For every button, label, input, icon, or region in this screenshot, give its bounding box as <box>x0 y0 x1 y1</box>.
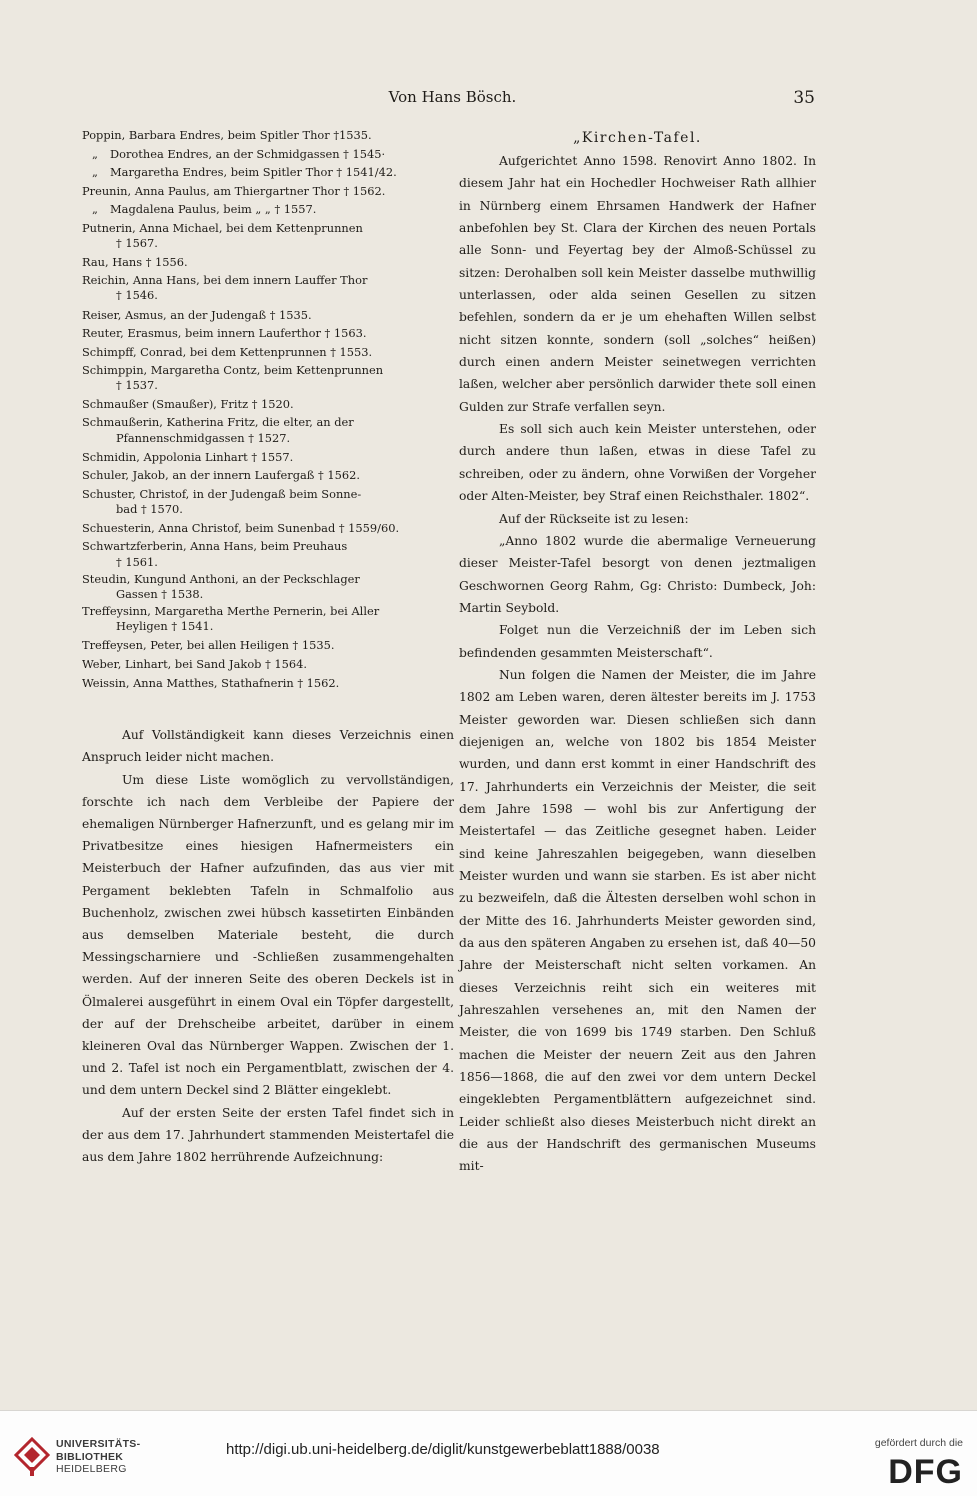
entry-text: Treffeysen, Peter, bei allen Heiligen † 1535. <box>82 638 335 653</box>
entry-text: Schuster, Christof, in der Judengaß beim Sonne- <box>82 486 362 501</box>
page-number: 35 <box>793 88 815 108</box>
entry-text: Schuler, Jakob, an der innern Laufergaß † 1562. <box>82 468 360 483</box>
digitization-footer <box>0 1410 977 1496</box>
register-entry-schmausser <box>82 395 454 414</box>
entry-text: Reichin, Anna Hans, bei dem innern Lauffer Thor <box>82 273 368 288</box>
entry-continuation: † 1561. <box>116 554 158 569</box>
permalink-url[interactable]: http://digi.ub.uni-heidelberg.de/diglit/kunstgewerbeblatt1888/0038 <box>226 1441 660 1458</box>
library-name <box>56 1438 140 1476</box>
entry-text: Schmaußerin, Katherina Fritz, die elter, an der <box>82 415 354 430</box>
right-body-text <box>459 150 816 1178</box>
register-entry-steudin <box>82 572 454 603</box>
entry-continuation: Gassen † 1538. <box>116 586 204 601</box>
right-paragraph-1: Aufgerichtet Anno 1598. Renovirt Anno 1802. In diesem Jahr hat ein Hochedler Hochweiser Rath allhier in Nürnberg einem Ehrsamen Handwerk der Hafner anbefohlen bey St. Clara der Kirchen des neuen Portals alle Sonn- und Feyertag bey der Almoß-Schüssel zu sitzen: Derohalben soll kein Meister dasselbe muthwillig unterlassen, oder alda seinen Gesellen zu sitzen befehlen, sondern da er je um ehehaften Willen selbst nicht sitzen konnte, sondern (soll „solches“ heißen) durch einen andern Meister seinetwegen verrichten laßen, welcher aber persönlich darwider thete soll einen Gulden zur Strafe verfallen seyn. <box>459 154 816 414</box>
entry-text: Schwartzferberin, Anna Hans, beim Preuhaus <box>82 539 348 554</box>
ditto-mark: „ <box>92 165 98 180</box>
entry-text: Schmidin, Appolonia Linhart † 1557. <box>82 449 294 464</box>
register-entry-schuler <box>82 466 454 485</box>
entry-continuation: † 1567. <box>116 235 158 250</box>
library-name-line-2: BIBLIOTHEK <box>56 1450 124 1463</box>
register-entry-poppin-margaretha <box>82 163 454 182</box>
right-paragraph-5: Folget nun die Verzeichniß der im Leben sich befindenden gesammten Meisterschaft“. <box>459 623 816 660</box>
right-paragraph-6: Nun folgen die Namen der Meister, die im Jahre 1802 am Leben waren, deren ältester bereits im J. 1753 Meister geworden war. Diesen schließen sich dann diejenigen an, welche von 1802 bis 1854 Meister wurden, und dann erst kommt in einer Handschrift des 17. Jahrhunderts ein Verzeichnis der Meister, die seit dem Jahre 1598 — wohl bis zur Anfertigung der Meistertafel — das Zeitliche gesegnet haben. Leider sind keine Jahreszahlen beigegeben, wann dieselben Meister wurden und wann sie starben. Es ist aber nicht zu bezweifeln, daß die Ältesten derselben wohl schon in der Mitte des 16. Jahrhunderts Meister geworden sind, da aus den späteren Angaben zu ersehen ist, daß 40—50 Jahre der Meisterschaft nicht selten vorkamen. An dieses Verzeichnis reiht sich ein weiteres mit Jahreszahlen versehenes an, mit den Namen der Meister, die von 1699 bis 1749 starben. Den Schluß machen die Meister der neuern Zeit aus den Jahren 1856—1868, die auf den zwei vor dem untern Deckel eingeklebten Pergamentblättern aufgezeichnet sind. Leider schließt also dieses Meisterbuch nicht direkt an die aus der Handschrift des germanischen Museums mit- <box>459 667 816 1174</box>
entry-text: Schimppin, Margaretha Contz, beim Kettenprunnen <box>82 362 384 377</box>
register-entry-schmidin <box>82 448 454 467</box>
entry-continuation: Heyligen † 1541. <box>116 619 214 634</box>
register-entry-putnerin <box>82 221 454 252</box>
entry-continuation: bad † 1570. <box>116 501 183 516</box>
register-entry-schimpff <box>82 343 454 362</box>
register-entry-reiser <box>82 306 454 325</box>
header-title: Von Hans Bösch. <box>388 88 517 106</box>
entry-text: Magdalena Paulus, beim „ „ † 1557. <box>110 202 317 217</box>
ditto-mark: „ <box>92 146 98 161</box>
entry-text: Dorothea Endres, an der Schmidgassen † 1545· <box>110 146 386 161</box>
entry-text: Putnerin, Anna Michael, bei dem Kettenprunnen <box>82 220 363 235</box>
register-entry-schuster <box>82 487 454 518</box>
register-entry-schuesterin <box>82 519 454 538</box>
running-header <box>80 88 825 112</box>
library-name-line-3: HEIDELBERG <box>56 1463 127 1476</box>
register-entry-schwartzferberin <box>82 539 454 570</box>
entry-continuation: Pfannenschmidgassen † 1527. <box>116 430 291 445</box>
entry-text: Weissin, Anna Matthes, Stathafnerin † 1562. <box>82 675 340 690</box>
register-entry-poppin-dorothea <box>82 145 454 164</box>
register-entry-poppin <box>82 126 454 145</box>
register-entry-weissin <box>82 674 454 693</box>
entry-continuation: † 1546. <box>116 288 158 303</box>
register-entry-preunin-magdalena <box>82 200 454 219</box>
entry-text: Schmaußer (Smaußer), Fritz † 1520. <box>82 397 294 412</box>
entry-continuation: † 1537. <box>116 378 158 393</box>
left-column <box>82 126 454 1168</box>
register-entry-treffeysinn <box>82 604 454 635</box>
left-paragraph-3: Auf der ersten Seite der ersten Tafel findet sich in der aus dem 17. Jahrhundert stammenden Meistertafel die aus dem Jahre 1802 herrührende Aufzeichnung: <box>82 1105 454 1165</box>
right-paragraph-3: Auf der Rückseite ist zu lesen: <box>499 511 689 526</box>
register-entry-schimppin <box>82 363 454 394</box>
funded-by-label: gefördert durch die <box>874 1437 963 1449</box>
dfg-logo: DFG <box>888 1453 963 1491</box>
right-paragraph-4: „Anno 1802 wurde die abermalige Verneuerung dieser Meister-Tafel besorgt von denen jeztmaligen Geschwornen Georg Rahm, Gg: Christo: Dumbeck, Joh: Martin Seybold. <box>459 533 816 615</box>
register-entry-preunin <box>82 182 454 201</box>
entry-text: Preunin, Anna Paulus, am Thiergartner Thor † 1562. <box>82 183 386 198</box>
register-entry-reichin <box>82 273 454 304</box>
register-entry-weber <box>82 655 454 674</box>
entry-text: Margaretha Endres, beim Spitler Thor † 1541/42. <box>110 165 397 180</box>
entry-text: Poppin, Barbara Endres, beim Spitler Thor †1535. <box>82 128 372 142</box>
left-body-text <box>82 724 454 1168</box>
ditto-mark: „ <box>92 202 98 217</box>
register-entry-rau <box>82 253 454 272</box>
university-library-logo-icon <box>14 1437 50 1477</box>
entry-text: Weber, Linhart, bei Sand Jakob † 1564. <box>82 657 308 671</box>
entry-text: Schuesterin, Anna Christof, beim Sunenbad † 1559/60. <box>82 521 400 536</box>
entry-text: Reiser, Asmus, an der Judengaß † 1535. <box>82 307 312 322</box>
left-paragraph-2: Um diese Liste womöglich zu vervollständigen, forschte ich nach dem Verbleibe der Papiere der ehemaligen Nürnberger Hafnerzunft, und es gelang mir im Privatbesitze eines hiesigen Hafnermeisters ein Meisterbuch der Hafner aufzufinden, das aus vier mit Pergament beklebten Tafeln in Schmalfolio aus Buchenholz, zwischen zwei hübsch kassetirten Einbänden aus demselben Materiale besteht, die durch Messingscharniere und -Schließen zusammengehalten werden. Auf der inneren Seite des oberen Deckels ist in Ölmalerei ausgeführt in einem Oval ein Töpfer dargestellt, der auf der Drehscheibe arbeitet, darüber in einem kleineren Oval das Nürnberger Wappen. Zwischen der 1. und 2. Tafel ist noch ein Pergamentblatt, zwischen der 4. und dem untern Deckel sind 2 Blätter eingeklebt. <box>82 772 454 1098</box>
register-entry-treffeysen <box>82 636 454 655</box>
entry-text: Reuter, Erasmus, beim innern Lauferthor † 1563. <box>82 326 367 341</box>
register-entry-schmausserin <box>82 415 454 446</box>
entry-text: Steudin, Kungund Anthoni, an der Peckschlager <box>82 571 360 586</box>
entry-text: Rau, Hans † 1556. <box>82 254 188 269</box>
kirchen-tafel-heading: „Kirchen-Tafel. <box>573 130 702 146</box>
library-name-line-1: UNIVERSITÄTS- <box>56 1438 141 1450</box>
register-entry-reuter <box>82 324 454 343</box>
potter-register-list <box>82 126 454 692</box>
entry-text: Treffeysinn, Margaretha Merthe Pernerin, bei Aller <box>82 604 380 619</box>
entry-text: Schimpff, Conrad, bei dem Kettenprunnen † 1553. <box>82 344 373 359</box>
left-paragraph-1: Auf Vollständigkeit kann dieses Verzeichnis einen Anspruch leider nicht machen. <box>82 728 454 765</box>
right-paragraph-2: Es soll sich auch kein Meister unterstehen, oder durch andere thun laßen, etwas in diese Tafel zu schreiben, oder zu ändern, ohne Vorwißen der Vorgeher oder Alten-Meister, bey Straf einen Reichsthaler. 1802“. <box>459 422 816 504</box>
right-column <box>459 126 816 1178</box>
